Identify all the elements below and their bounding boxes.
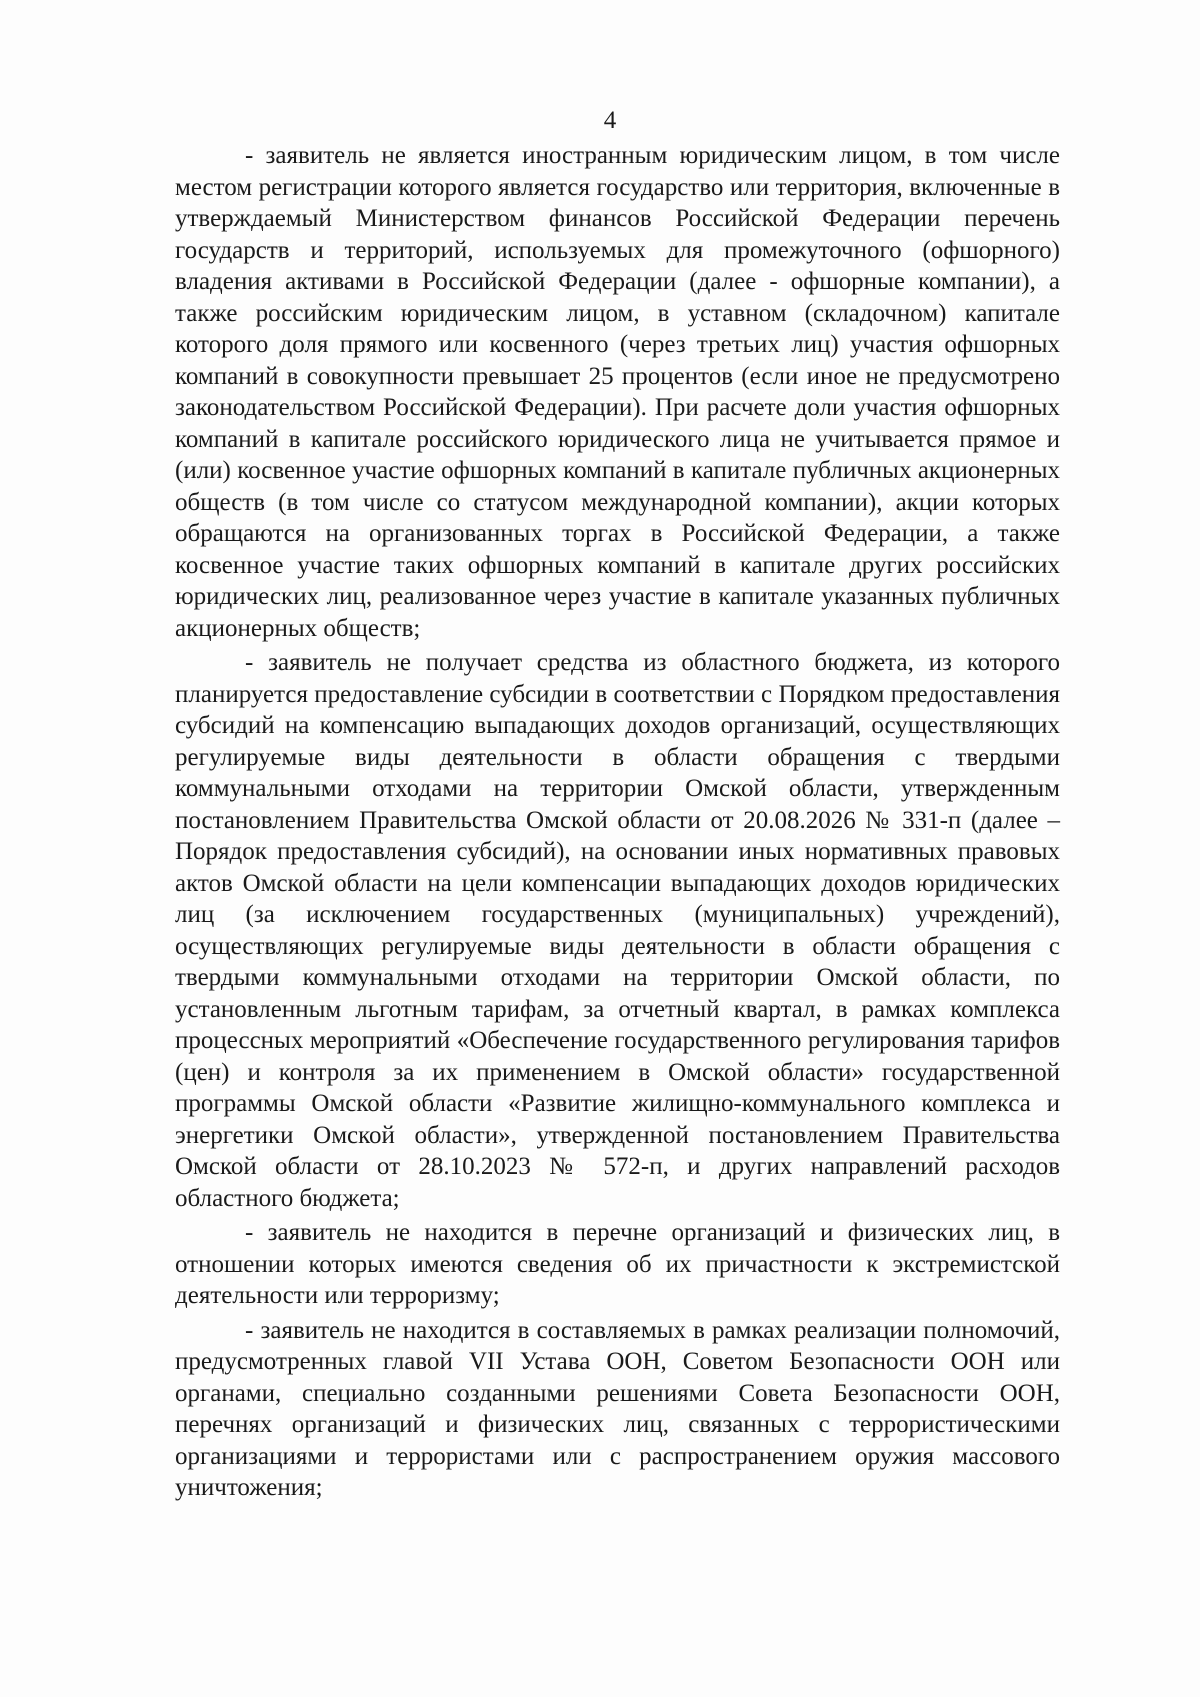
paragraph-extremism-list: - заявитель не находится в перечне организаций и физических лиц, в отношении которых имеются сведения об их причастности к экстремистской деятельности или терроризму; bbox=[175, 1219, 1060, 1309]
paragraph-offshore-status: - заявитель не является иностранным юридическим лицом, в том числе местом регистрации которого является государство или территория, включенные в утверждаемый Министерством финансов Российской Федерации перечень государств и территорий, используемых для промежуточного (офшорного) владения активами в Российской Федерации (далее - офшорные компании), а также российским юридическим лицом, в уставном (складочном) капитале которого доля прямого или косвенного (через третьих лиц) участия офшорных компаний в совокупности превышает 25 процентов (если иное не предусмотрено законодательством Российской Федерации). При расчете доли участия офшорных компаний в капитале российского юридического лица не учитывается прямое и (или) косвенное участие офшорных компаний в капитале публичных акционерных обществ (в том числе со статусом международной компании), акции которых обращаются на организованных торгах в Российской Федерации, а также косвенное участие таких офшорных компаний в капитале других российских юридических лиц, реализованное через участие в капитале указанных публичных акционерных обществ; bbox=[175, 142, 1060, 642]
paragraph-budget-funds: - заявитель не получает средства из областного бюджета, из которого планируется предоставление субсидии в соответствии с Порядком предоставления субсидий на компенсацию выпадающих доходов организаций, осуществляющих регулируемые виды деятельности в области обращения с твердыми коммунальными отходами на территории Омской области, утвержденным постановлением Правительства Омской области от 20.08.2026 № 331-п (далее – Порядок предоставления субсидий), на основании иных нормативных правовых актов Омской области на цели компенсации выпадающих доходов юридических лиц (за исключением государственных (муниципальных) учреждений), осуществляющих регулируемые виды деятельности в области обращения с твердыми коммунальными отходами на территории Омской области, по установленным льготным тарифам, за отчетный квартал, в рамках комплекса процессных мероприятий «Обеспечение государственного регулирования тарифов (цен) и контроля за их применением в Омской области» государственной программы Омской области «Развитие жилищно-коммунального комплекса и энергетики Омской области», утвержденной постановлением Правительства Омской области от 28.10.2023 № 572-п, и других направлений расходов областного бюджета; bbox=[175, 649, 1060, 1212]
paragraph-un-sanctions-list: - заявитель не находится в составляемых в рамках реализации полномочий, предусмотренных главой VII Устава ООН, Советом Безопасности ООН или органами, специально созданными решениями Совета Безопасности ООН, перечнях организаций и физических лиц, связанных с террористическими организациями и террористами или с распространением оружия массового уничтожения; bbox=[175, 1316, 1060, 1501]
page-number: 4 bbox=[603, 107, 617, 134]
document-body bbox=[175, 140, 1060, 1507]
